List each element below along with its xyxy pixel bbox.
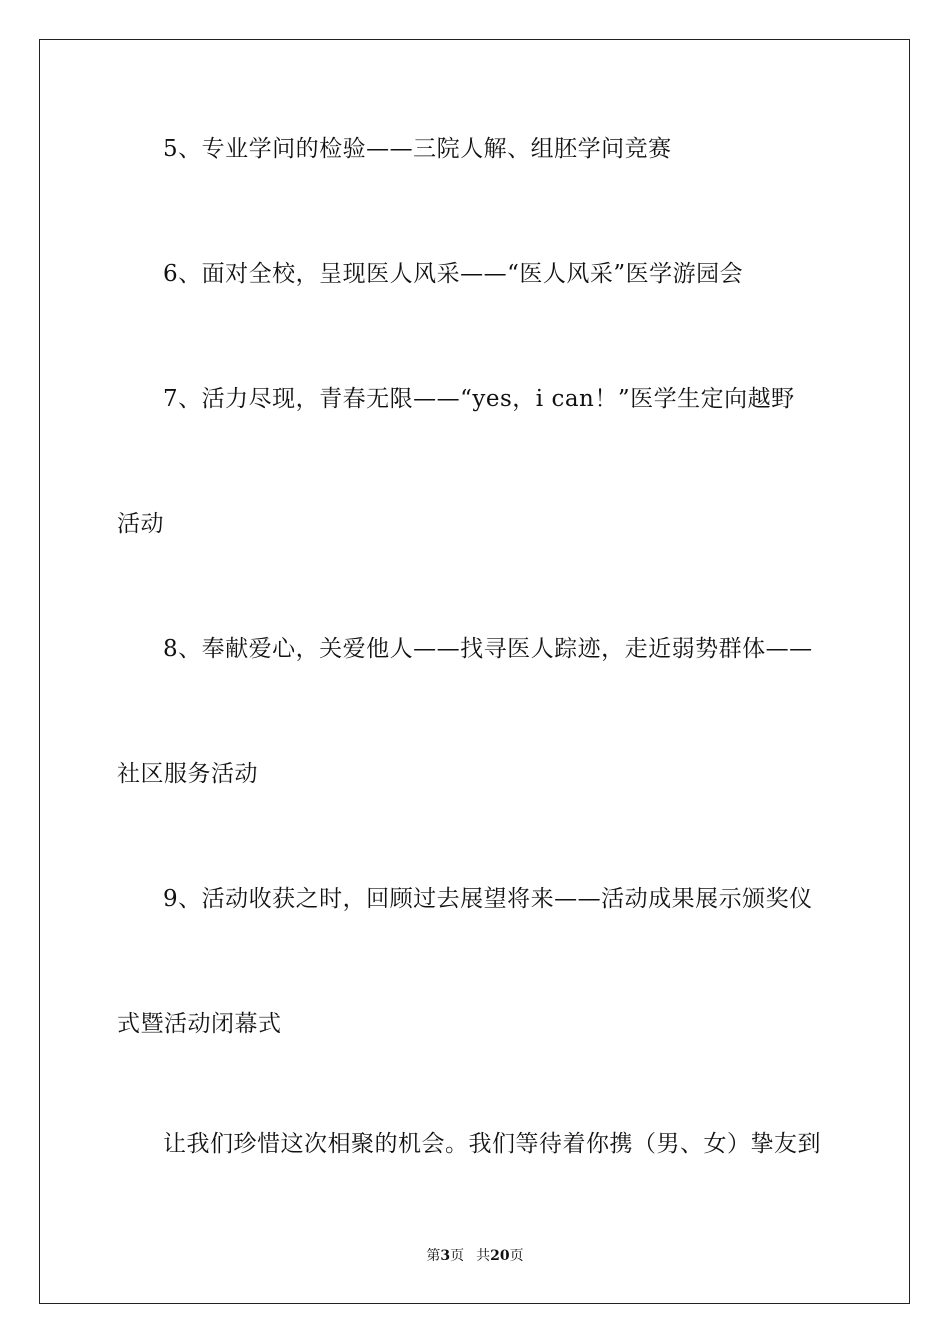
total-pages: 20 [490,1248,510,1264]
list-item-8-continuation: 社区服务活动 [117,761,258,787]
list-item-7-continuation: 活动 [117,511,164,537]
page-suffix: 页 [450,1248,465,1264]
page-number: 3 [440,1248,451,1264]
list-item-7: 7、活力尽现，青春无限——“yes，i can！”医学生定向越野 [163,386,795,412]
closing-paragraph: 让我们珍惜这次相聚的机会。我们等待着你携（男、女）挚友到 [163,1131,821,1157]
list-item-6: 6、面对全校，呈现医人风采——“医人风采”医学游园会 [163,261,744,287]
page-footer [0,1246,950,1266]
list-item-8: 8、奉献爱心，关爱他人——找寻医人踪迹，走近弱势群体—— [163,636,813,662]
list-item-9: 9、活动收获之时，回顾过去展望将来——活动成果展示颁奖仪 [163,886,813,912]
page-border [39,39,910,1304]
list-item-5: 5、专业学问的检验——三院人解、组胚学问竞赛 [163,136,672,162]
list-item-9-continuation: 式暨活动闭幕式 [117,1011,282,1037]
total-prefix: 共 [476,1248,491,1264]
total-suffix: 页 [509,1248,524,1264]
page-prefix: 第 [426,1248,441,1264]
